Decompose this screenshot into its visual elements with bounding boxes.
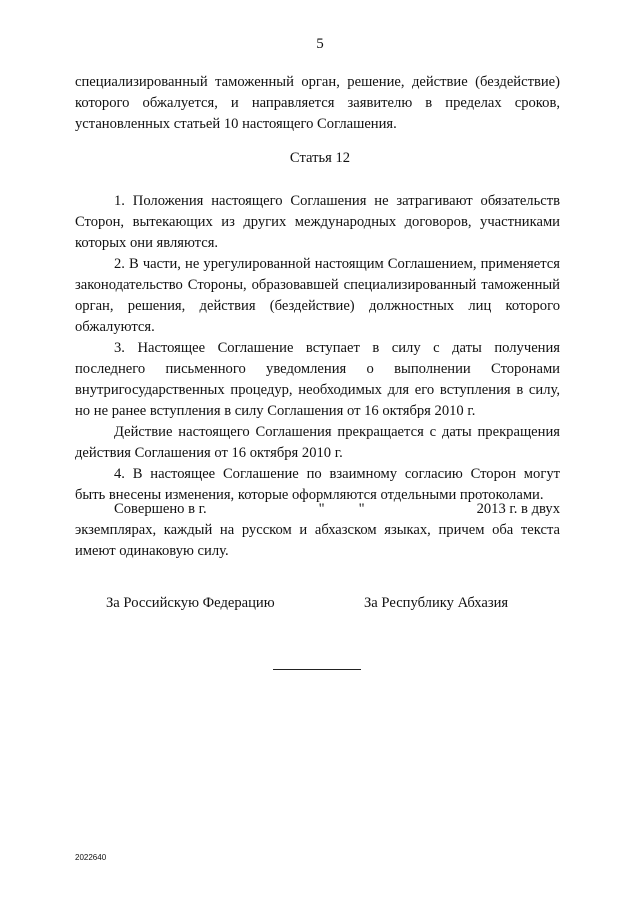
signature-abkhazia: За Республику Абхазия: [364, 595, 509, 611]
quote-close: ": [358, 501, 365, 517]
article-body: [75, 191, 560, 506]
done-at-text: Совершено в г.: [114, 501, 207, 517]
article-paragraph-1: 1. Положения настоящего Соглашения не затрагивают обязательств Сторон, вытекающих из других международных договоров, участниками которых они являются.: [75, 193, 560, 251]
article-paragraph-3-continuation: Действие настоящего Соглашения прекращается с даты прекращения действия Соглашения от 16 октября 2010 г.: [75, 424, 560, 461]
article-paragraph-2: 2. В части, не урегулированной настоящим Соглашением, применяется законодательство Стороны, образовавшей специализированный таможенный орган, решения, действия (бездействие) должностных лиц которого обжалуются.: [75, 256, 560, 335]
closing-rule: [273, 669, 361, 670]
closing-first-line: [75, 499, 560, 520]
intro-text: специализированный таможенный орган, решение, действие (бездействие) которого обжалуется, и направляется заявителю в пределах сроков, установленных статьей 10 настоящего Соглашения.: [75, 74, 560, 132]
closing-rest: экземплярах, каждый на русском и абхазском языках, причем оба текста имеют одинаковую силу.: [75, 522, 560, 559]
date-blank: [319, 499, 365, 520]
document-code: 2022640: [75, 853, 107, 862]
article-paragraph-4: 4. В настоящее Соглашение по взаимному согласию Сторон могут быть внесены изменения, которые оформляются отдельными протоколами.: [75, 466, 560, 503]
closing-paragraph: [75, 499, 560, 562]
done-year-text: 2013 г. в двух: [476, 501, 560, 517]
article-paragraph-3: 3. Настоящее Соглашение вступает в силу с даты получения последнего письменного уведомления о выполнении Сторонами внутригосударственных процедур, необходимых для его вступления в силу, но не ранее вступления в силу Соглашения от 16 октября 2010 г.: [75, 340, 560, 419]
article-title: Статья 12: [289, 150, 351, 166]
signature-russia: За Российскую Федерацию: [106, 595, 275, 611]
quote-open: ": [318, 501, 325, 517]
intro-paragraph: [75, 72, 560, 135]
page-number: 5: [316, 36, 324, 52]
